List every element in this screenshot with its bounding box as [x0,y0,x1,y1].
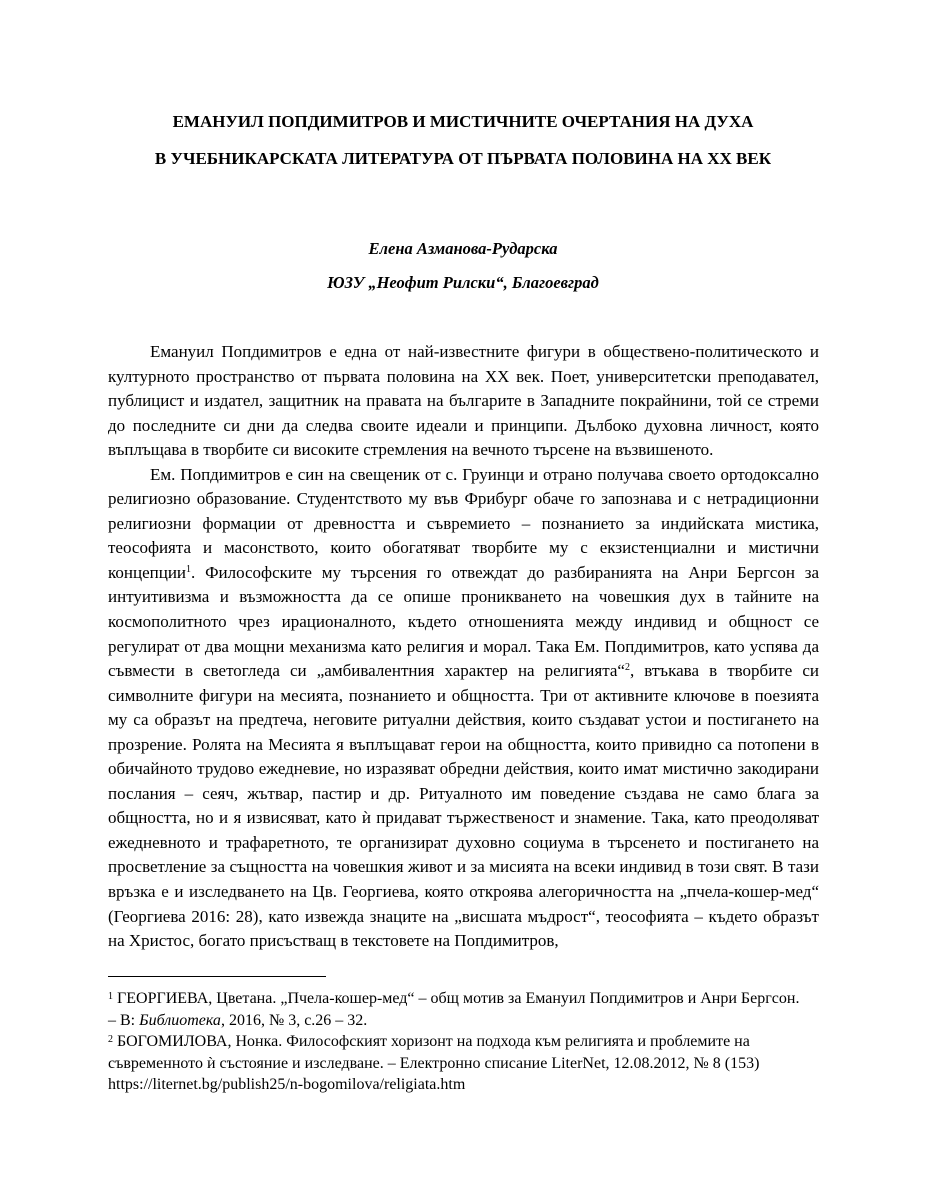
footnote-separator [108,976,326,977]
footnote-2 [108,1031,808,1096]
footnote-1-text-a: ГЕОРГИЕВА, Цветана. „Пчела-кошер-мед“ – общ мотив за Емануил Попдимитров и Анри Бергсон. – В: [108,990,800,1029]
footnote-1 [108,988,808,1031]
footnote-1-text-b: , 2016, № 3, с.26 – 32. [220,1011,368,1029]
footnote-2-text: БОГОМИЛОВА, Нонка. Философският хоризонт на подхода към религията и проблемите на съвременното ѝ състояние и изследване. – Електронно списание LiterNet, 12.08.2012, № 8 (153) https://liternet.bg/publish25/n-bogomilova/religiata.htm [108,1033,760,1093]
author-affiliation: ЮЗУ „Неофит Рилски“, Благоевград [327,273,599,292]
title-line-2: В УЧЕБНИКАРСКАТА ЛИТЕРАТУРА ОТ ПЪРВАТА ПОЛОВИНА НА XX ВЕК [154,149,772,168]
article-body [108,340,819,954]
footnote-2-mark: 2 [108,1034,113,1045]
paragraph-1: Емануил Попдимитров е една от най-известните фигури в обществено-политическото и културното пространство от първата половина на XX век. Поет, университетски преподавател, публицист и издател, защитник на правата на българите в Западните покрайнини, той се стреми до последните си дни да следва своите идеали и принципи. Дълбоко духовна личност, която въплъщава в творбите си високите стремления на вечното търсене на възвишеното. [108,342,819,460]
title-line-1: ЕМАНУИЛ ПОПДИМИТРОВ И МИСТИЧНИТЕ ОЧЕРТАНИЯ НА ДУХА [172,112,754,131]
footnote-ref-2[interactable]: 2 [624,662,630,674]
paragraph-2-part-a: Ем. Попдимитров е син на свещеник от с. Груинци и отрано получава своето ортодоксално религиозно образование. Студентството му във Фрибург обаче го запознава и с нетрадиционни религиозни формации от древността и съвремието – познанието за индийската мистика, теософията и масонството, които обогатяват творбите му с екзистенциални и мистични концепции [108,464,819,582]
footnote-1-mark: 1 [108,991,113,1002]
paragraph-2 [108,463,819,954]
footnotes [108,988,808,1096]
paragraph-2-part-c: , втъкава в творбите си символните фигури на месията, познанието и общността. Три от активните ключове в поезията му са образът на предтеча, неговите ритуални действия, които създават устои и постигането на прозрение. Ролята на Месията я въплъщават герои на общността, които привидно са потопени в обичайното трудово ежедневие, но изразяват обредни действия, които имат мистично закодирани послания – сеяч, жътвар, пастир и др. Ритуалното им поведение създава не само блага за общността, но и я извисяват, като ѝ придават тържественост и знамение. Така, като преодоляват ежедневното и трафаретното, те организират духовно социума в търсенето и постигането на просветление за същността на човешкия живот и за мисията на всеки индивид в този свят. В тази връзка е и изследването на Цв. Георгиева, която откроява алегоричността на „пчела-кошер-мед“ (Георгиева 2016: 28), като извежда знаците на „висшата мъдрост“, теософията – където образът на Христос, богато присъстващ в текстовете на Попдимитров, [108,661,819,951]
footnote-1-journal: Библиотека [139,1011,221,1029]
paragraph-2-part-b: . Философските му търсения го отвеждат до разбиранията на Анри Бергсон за интуитивизма и възможността да се опише проникването на човешкия дух в тайните на космополитното чрез ирационалното, където отношенията между индивид и общност се регулират от два мощни механизма като религия и морал. Така Ем. Попдимитров, като успява да съвмести в светогледа си „амбивалентния характер на религията“ [108,562,819,681]
author-name: Елена Азманова-Рударска [368,239,558,258]
footnote-ref-1[interactable]: 1 [186,563,192,575]
